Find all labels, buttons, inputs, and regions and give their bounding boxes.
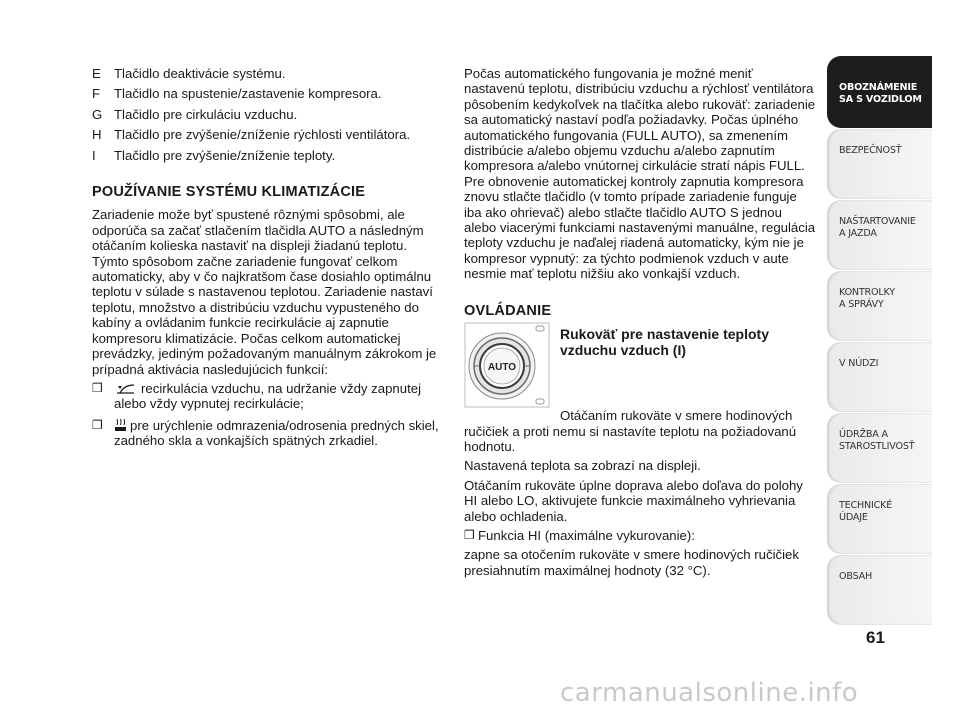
list-text: Tlačidlo pre zvýšenie/zníženie rýchlosti ventilátora. [114,127,411,143]
tab-label: A JAZDA [839,228,877,239]
list-key: E [92,66,101,81]
chapter-tab-oboznamenie[interactable] [827,56,932,128]
checkbox-bullet-icon: ❒ [464,527,475,542]
tab-label: KONTROLKY [839,287,895,298]
bullet-item [464,528,816,543]
page-number: 61 [866,628,885,647]
list-key: H [92,127,102,143]
chapter-tab-udrzba[interactable] [827,413,932,483]
tab-label: ÚDAJE [839,512,868,523]
auto-knob-illustration [464,322,550,408]
list-item [92,107,442,122]
body-paragraph: Zariadenie može byť spustené rôznými spôsobmi, ale odporúča sa začať stlačením tlačidla AUTO a následným otáčaním kolieska nastaviť na displeji žiadanú teplotu. Týmto spôsobom začne zariadenie fungovať celkom automaticky, aby v čo najkratšom čase dosiahlo optimálnu teplotu v súlade s nastavenou teplotou. Zariadenie nastaví teplotu, množstvo a distribúciu vzduchu vypusteného do kabíny a ovládanim funkcie recirkulácie aj zapnutie kompresoru klimatizácie. Počas celkom automatickej prevádzky, jediným požadovaným manuálnym zákrokom je prípadná aktivácia nasledujúcich funkcií: [92,207,437,377]
list-key: G [92,106,103,122]
body-paragraph: Počas automatického fungovania je možné meniť nastavenú teplotu, distribúciu vzduchu a rýchlosť ventilátora pôsobením kedykoľvek na tlačítka alebo rukoväť: zariadenie sa automatický nastaví podľa požiadavky. Počas úplného automatického fungovania (FULL AUTO), sa zmenením distribúcie a/alebo objemu vzduchu a/alebo zapnutím kompresora a/alebo vnútornej cirkulácie stratí nápis FULL. Pre obnovenie automatickej kontroly zapnutia kompresora znovu stlačte tlačidlo (v tomto prípade zariadenie funguje iba ako ohrievač) alebo stlačte tlačidlo AUTO S jednou alebo viacerými funkciami nastavenými manuálne, regulácia teploty vzduchu je naďalej riadená automaticky, kým nie je kompresor vypnutý: za týchto podmienok vzduch v aute nesmie mať teplotu nižšiu ako vonkajší vzduch. [464,66,816,282]
right-column [464,66,816,582]
list-item [92,148,442,163]
checkbox-bullet-icon: ❒ [92,417,103,432]
tab-label: OBSAH [839,571,873,582]
list-item [92,66,442,81]
tab-label: V NÚDZI [839,358,879,369]
bullet-item [92,418,442,449]
bullet-text: pre urýchlenie odmrazenia/odrosenia predných skiel, zadného skla a vonkajších spätných zrkadiel. [114,417,439,449]
section-heading: POUŽÍVANIE SYSTÉMU KLIMATIZÁCIE [92,184,366,201]
bullet-item [92,381,442,412]
body-paragraph: Otáčaním rukoväte v smere hodinových ručičiek a proti nemu si nastavíte teplotu na požiadovanú hodnotu. [464,408,797,454]
body-paragraph: Otáčaním rukoväte úplne doprava alebo doľava do polohy HI alebo LO, aktivujete funkcie maximálneho vyhrievania alebo ochladenia. [464,477,803,524]
tab-label: BEZPEČNOSŤ [839,145,902,156]
section-heading: OVLÁDANIE [464,302,552,319]
chapter-tab-technicke-udaje[interactable] [827,484,932,554]
list-key: F [92,86,101,102]
bullet-text: Funkcia HI (maximálne vykurovanie): [478,527,695,543]
knob-title: Rukoväť pre nastavenie teploty vzduchu vzduch (I) [560,326,769,359]
left-column [92,66,442,455]
chapter-tab-bezpecnost[interactable] [827,129,932,199]
bullet-text: recirkulácia vzduchu, na udržanie vždy zapnutej alebo vždy vypnutej recirkulácie; [114,380,422,412]
list-text: Tlačidlo pre zvýšenie/zníženie teploty. [114,147,336,163]
list-item [92,127,442,142]
tab-label: STAROSTLIVOSŤ [839,441,915,452]
max-defrost-icon [114,418,127,432]
checkbox-bullet-icon: ❒ [92,380,103,395]
tab-label: OBOZNÁMENIE [839,82,918,93]
knob-figure-block [464,326,816,404]
chapter-tab-v-nudzi[interactable] [827,342,932,412]
chapter-tab-nastartovanie[interactable] [827,200,932,270]
chapter-tabs [827,56,932,626]
list-text: Tlačidlo na spustenie/zastavenie kompresora. [114,86,382,102]
tab-label: NAŠTARTOVANIE [839,216,916,227]
knob-label: AUTO [487,362,517,374]
list-key: I [92,147,96,163]
body-paragraph: Nastavená teplota sa zobrazí na displeji. [464,458,701,474]
body-paragraph: zapne sa otočením rukoväte v smere hodinových ručičiek presiahnutím maximálnej hodnoty (32 °C). [464,547,799,578]
chapter-tab-obsah[interactable] [827,555,932,625]
recirculation-icon [114,383,138,395]
list-text: Tlačidlo pre cirkuláciu vzduchu. [114,106,298,122]
tab-label: SA S VOZIDLOM [839,94,922,105]
list-text: Tlačidlo deaktivácie systému. [114,66,286,81]
list-item [92,86,442,101]
chapter-tab-kontrolky[interactable] [827,271,932,341]
tab-label: ÚDRŽBA A [839,429,888,440]
tab-label: TECHNICKÉ [839,500,893,511]
watermark-text: carmanualsonline.info [560,678,859,708]
tab-label: A SPRÁVY [839,299,884,310]
